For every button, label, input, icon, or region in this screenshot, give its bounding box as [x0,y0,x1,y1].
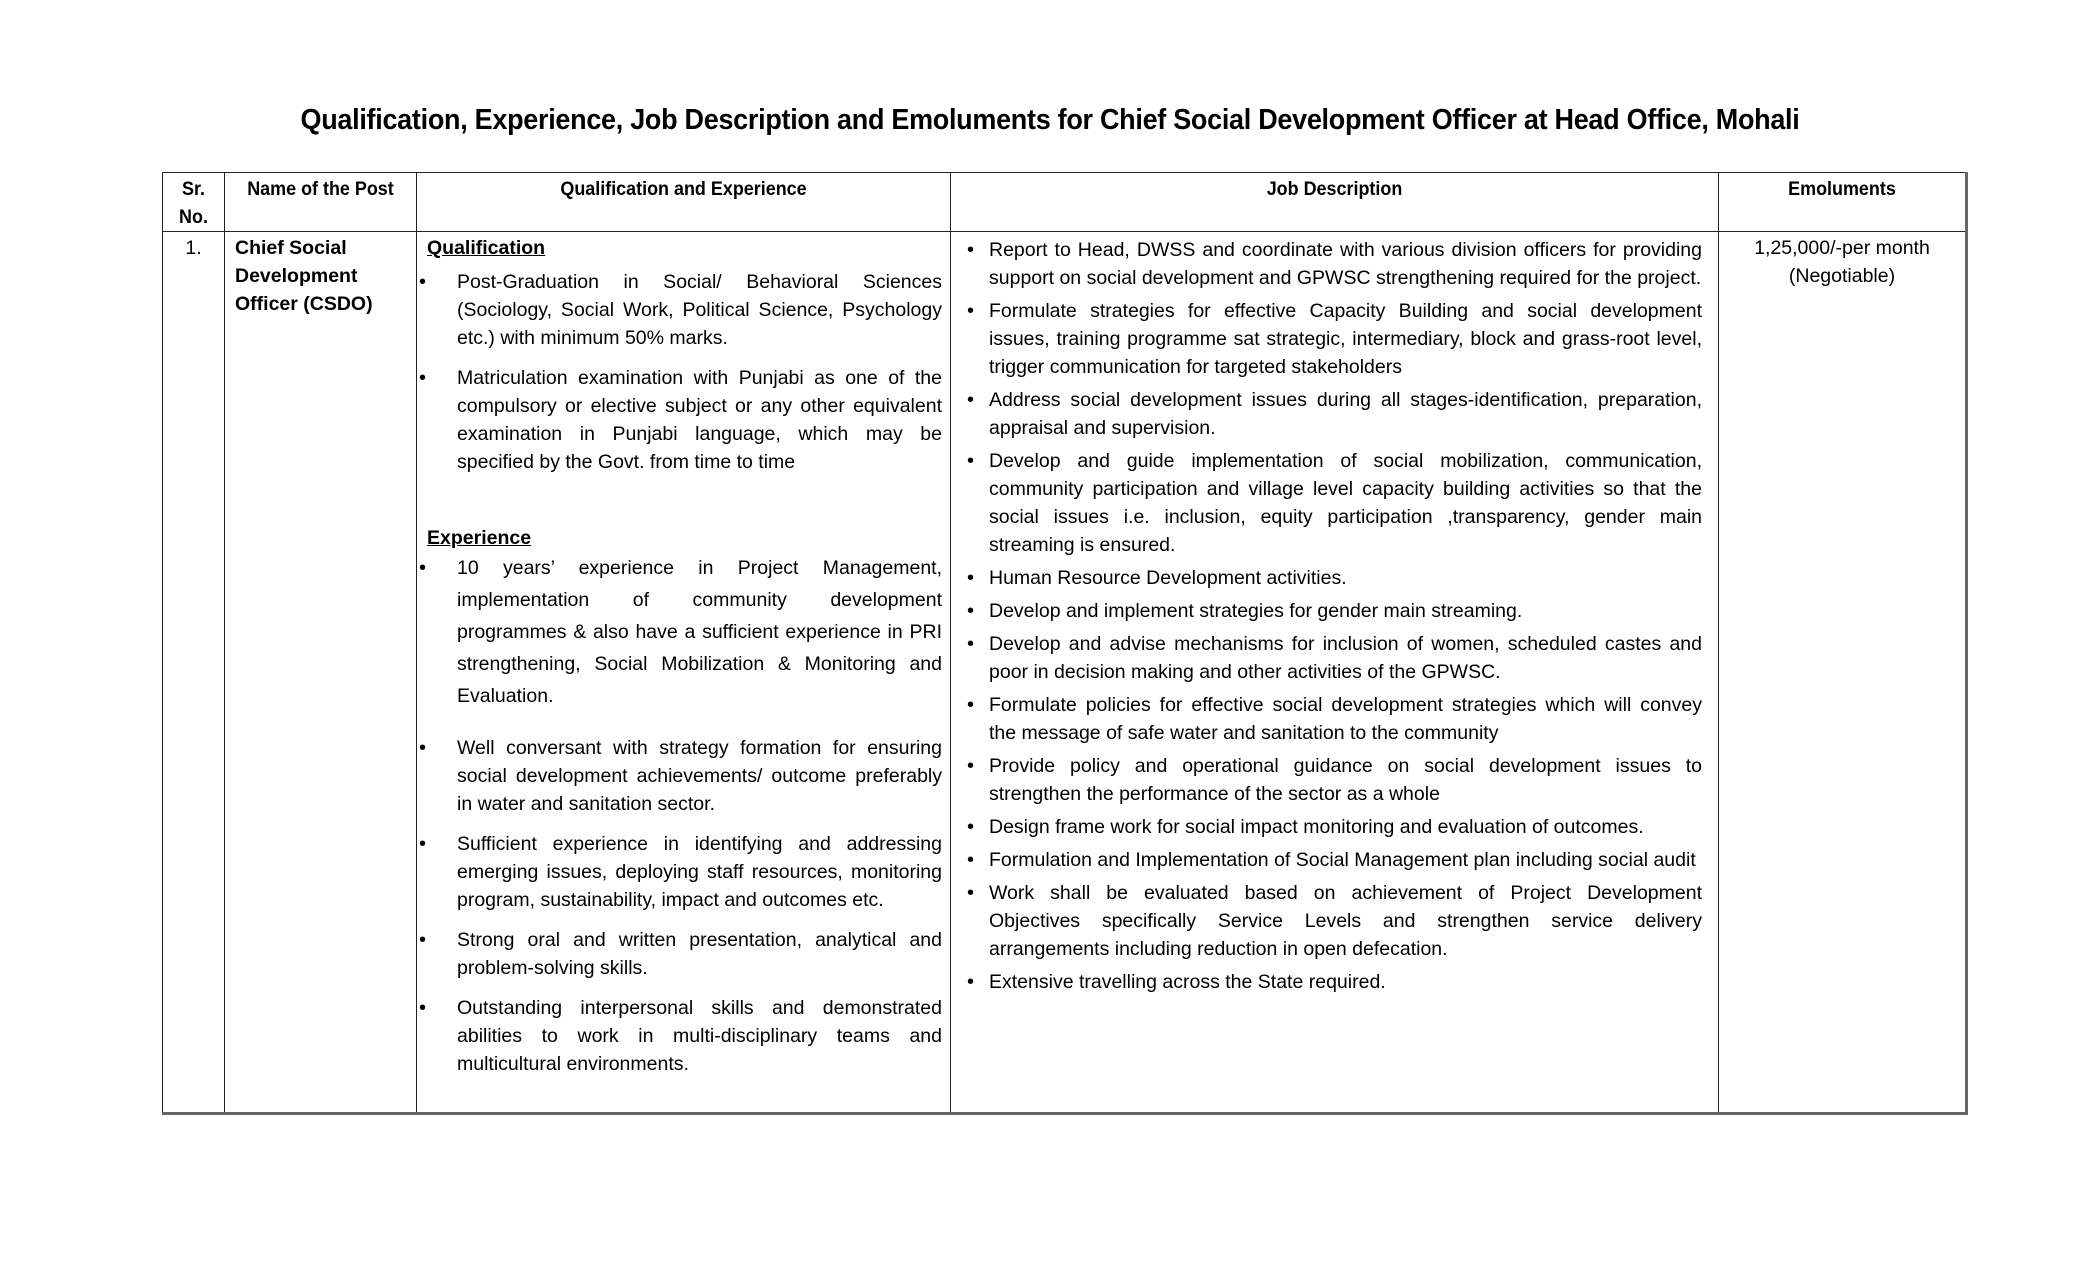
job-description-list [963,236,1702,996]
emoluments-cell [1719,232,1967,1114]
job-item: • Provide policy and operational guidance on social development issues to strengthen the performance of the sector as a whole [963,752,1702,808]
header-post-name: Name of the Post [225,173,417,232]
experience-list [427,552,942,1078]
document-title: Qualification, Experience, Job Description and Emoluments for Chief Social Development Officer at Head Office, Mohali [300,104,1800,136]
job-item: • Human Resource Development activities. [963,564,1702,592]
job-item: • Work shall be evaluated based on achievement of Project Development Objectives specifically Service Levels and strengthen service delivery arrangements including reduction in open defecation. [963,879,1702,963]
post-name-cell [225,232,417,1114]
header-job-description: Job Description [951,173,1719,232]
job-item: • Report to Head, DWSS and coordinate with various division officers for providing support on social development and GPWSC strengthening required for the project. [963,236,1702,292]
job-item: • Develop and advise mechanisms for inclusion of women, scheduled castes and poor in decision making and other activities of the GPWSC. [963,630,1702,686]
experience-item: • Sufficient experience in identifying and addressing emerging issues, deploying staff resources, monitoring program, sustainability, impact and outcomes etc. [427,830,942,914]
job-item: • Develop and guide implementation of social mobilization, communication, community participation and village level capacity building activities so that the social issues i.e. inclusion, equity participation ,transparency, gender main streaming is ensured. [963,447,1702,559]
job-item: • Design frame work for social impact monitoring and evaluation of outcomes. [963,813,1702,841]
experience-item: • Outstanding interpersonal skills and demonstrated abilities to work in multi-disciplinary teams and multicultural environments. [427,994,942,1078]
qualification-item: • Matriculation examination with Punjabi as one of the compulsory or elective subject or any other equivalent examination in Punjabi language, which may be specified by the Govt. from time to time [427,364,942,476]
job-item: • Formulate policies for effective social development strategies which will convey the message of safe water and sanitation to the community [963,691,1702,747]
job-item: • Formulate strategies for effective Capacity Building and social development issues, training programme sat strategic, intermediary, block and grass-root level, trigger communication for targeted stakeholders [963,297,1702,381]
header-emoluments: Emoluments [1719,173,1967,232]
experience-item: • Well conversant with strategy formation for ensuring social development achievements/ outcome preferably in water and sanitation sector. [427,734,942,818]
job-item: • Develop and implement strategies for gender main streaming. [963,597,1702,625]
header-qualification: Qualification and Experience [417,173,951,232]
job-item: • Extensive travelling across the State required. [963,968,1702,996]
emoluments-note: (Negotiable) [1788,265,1896,287]
post-name: Chief Social Development Officer (CSDO) [235,237,373,315]
table-header-row [163,173,1967,232]
qualification-table [162,172,1968,1115]
table-row [163,232,1967,1114]
job-description-cell [951,232,1719,1114]
qualification-cell [417,232,951,1114]
sr-no-cell: 1. [163,232,225,1114]
job-item: • Formulation and Implementation of Social Management plan including social audit [963,846,1702,874]
experience-item: • Strong oral and written presentation, analytical and problem-solving skills. [427,926,942,982]
experience-item: • 10 years’ experience in Project Management, implementation of community development programmes & also have a sufficient experience in PRI strengthening, Social Mobilization & Monitoring and Evaluation. [427,552,942,712]
emoluments-amount: 1,25,000/-per month [1754,237,1930,259]
qualification-list [427,268,942,476]
job-item: • Address social development issues during all stages-identification, preparation, appraisal and supervision. [963,386,1702,442]
qualification-heading: Qualification [427,237,546,259]
header-sr-no: Sr. No. [163,173,225,232]
qualification-item: • Post-Graduation in Social/ Behavioral Sciences (Sociology, Social Work, Political Science, Psychology etc.) with minimum 50% marks. [427,268,942,352]
experience-heading: Experience [427,527,532,549]
